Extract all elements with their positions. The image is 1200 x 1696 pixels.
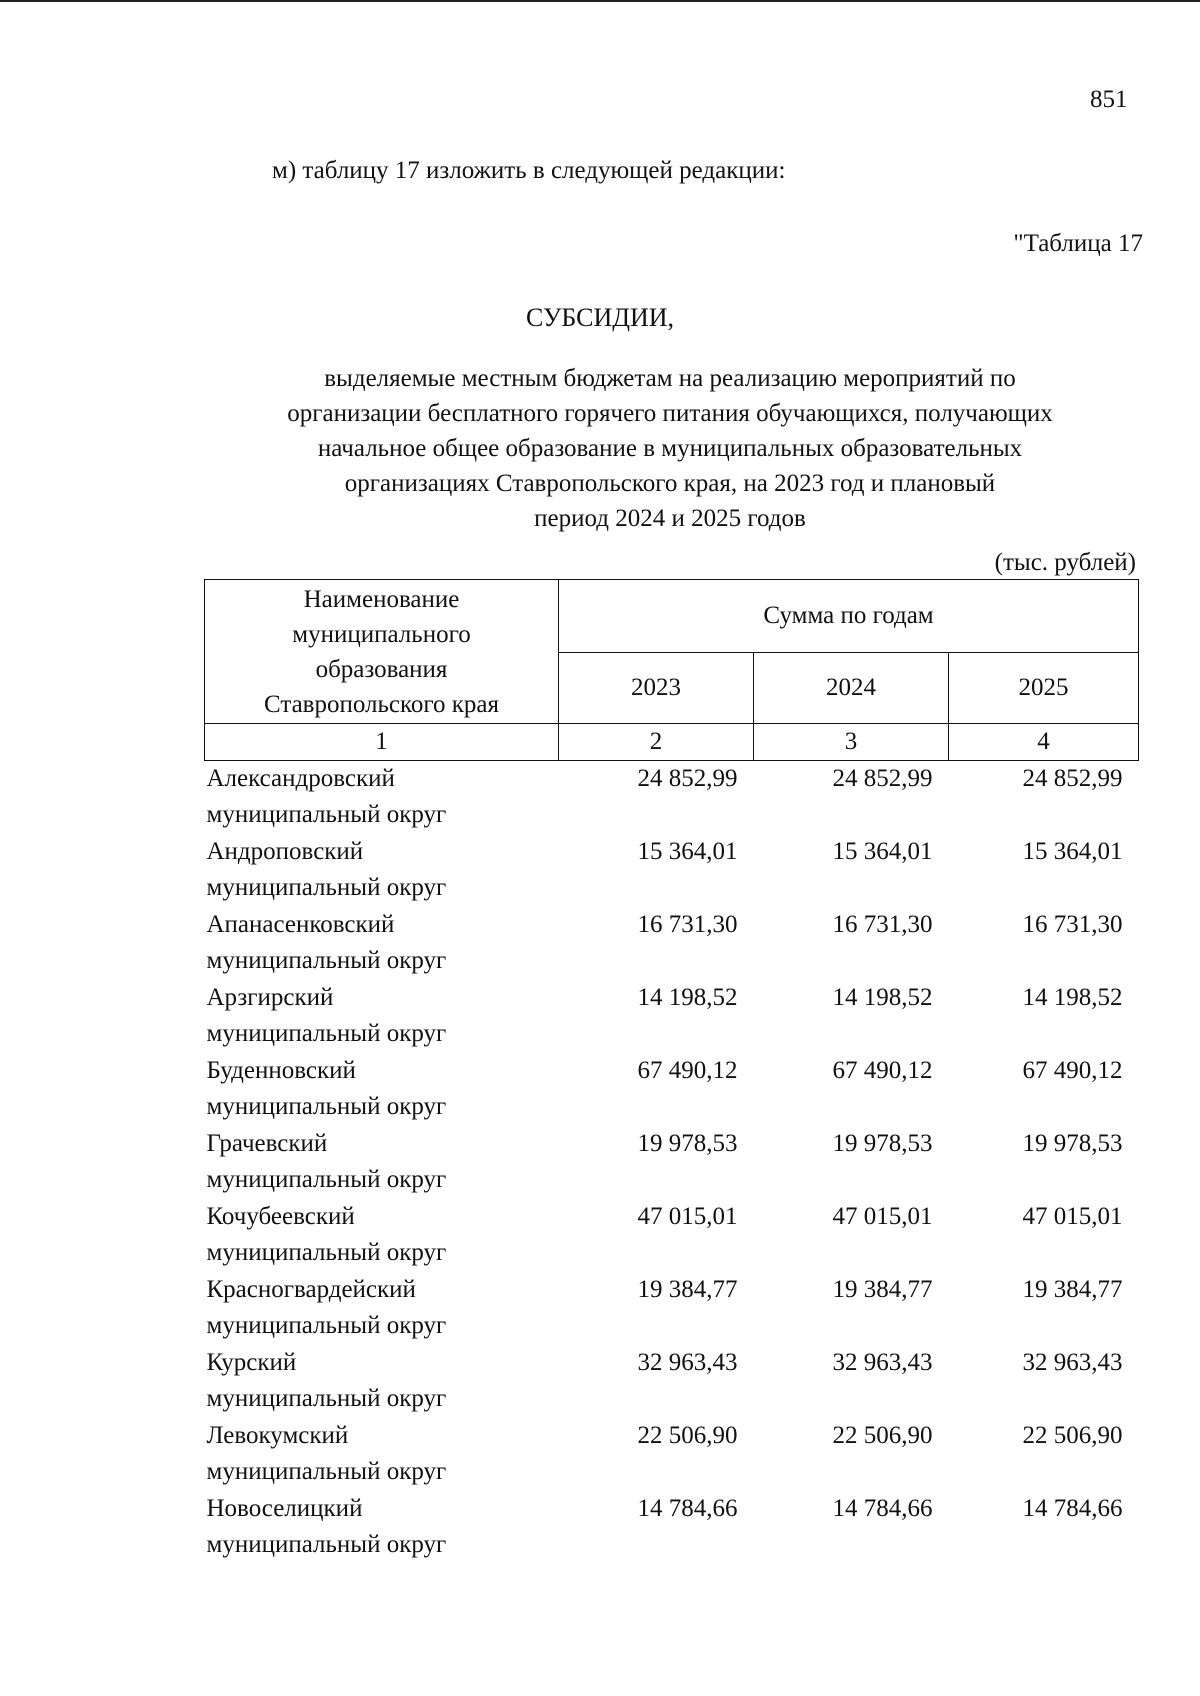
table-row [205, 761, 1139, 835]
value-2025: 32 963,43 [1022, 1349, 1123, 1376]
column-number: 3 [754, 724, 949, 761]
municipality-name [205, 1272, 559, 1345]
value-2024: 47 015,01 [832, 1203, 933, 1230]
municipality-line: муниципальный округ [206, 1531, 447, 1558]
municipality-line: Левокумский [206, 1422, 349, 1449]
value-2025: 67 490,12 [1022, 1057, 1123, 1084]
table-row [205, 1491, 1139, 1564]
subtitle-line: организациях Ставропольского края, на 2023 год и плановый [344, 470, 996, 497]
header-year-2023: 2023 [559, 653, 754, 724]
value-2025: 16 731,30 [1022, 911, 1123, 938]
municipality-name [205, 1491, 559, 1564]
subsidy-table [204, 579, 1139, 1564]
subtitle-line: выделяемые местным бюджетам на реализацию мероприятий по [324, 365, 1016, 392]
value-2025: 19 384,77 [1022, 1276, 1123, 1303]
subtitle-line: организации бесплатного горячего питания обучающихся, получающих [287, 400, 1053, 427]
value-2024: 19 384,77 [832, 1276, 933, 1303]
municipality-line: муниципальный округ [206, 1093, 447, 1120]
municipality-name [205, 761, 559, 835]
municipality-line: муниципальный округ [206, 1020, 447, 1047]
value-2023: 22 506,90 [637, 1422, 738, 1449]
municipality-line: Арзгирский [206, 984, 334, 1011]
header-year-2024: 2024 [754, 653, 949, 724]
header-name-line: Ставропольского края [264, 690, 499, 718]
municipality-name [205, 1199, 559, 1272]
scan-edge-line [0, 0, 1200, 2]
document-title: СУБСИДИИ, [525, 303, 675, 332]
value-2023: 19 978,53 [637, 1130, 738, 1157]
value-2023: 67 490,12 [637, 1057, 738, 1084]
table-row [205, 980, 1139, 1053]
value-2025: 15 364,01 [1022, 838, 1123, 865]
header-name-line: муниципального [292, 620, 471, 648]
amendment-line: м) таблицу 17 изложить в следующей редакции: [272, 157, 786, 184]
header-name-line: Наименование [303, 585, 460, 613]
subtitle-line: начальное общее образование в муниципальных образовательных [317, 435, 1023, 462]
municipality-line: муниципальный округ [206, 801, 447, 828]
municipality-line: Буденновский [206, 1057, 356, 1084]
municipality-line: Красногвардейский [206, 1276, 416, 1303]
value-2023: 47 015,01 [637, 1203, 738, 1230]
subtitle-line: период 2024 и 2025 годов [534, 505, 806, 532]
table-label: "Таблица 17 [1013, 230, 1143, 257]
value-2023: 14 198,52 [637, 984, 738, 1011]
value-2024: 15 364,01 [832, 838, 933, 865]
value-2025: 14 784,66 [1022, 1495, 1123, 1522]
table-row [205, 834, 1139, 907]
header-sum-by-years: Сумма по годам [559, 580, 1139, 653]
value-2025: 47 015,01 [1022, 1203, 1123, 1230]
header-year-2025: 2025 [949, 653, 1139, 724]
municipality-name [205, 1126, 559, 1199]
value-2023: 32 963,43 [637, 1349, 738, 1376]
value-2023: 16 731,30 [637, 911, 738, 938]
column-number: 1 [205, 724, 559, 761]
municipality-line: муниципальный округ [206, 1166, 447, 1193]
header-name-line: образования [315, 655, 448, 683]
municipality-line: муниципальный округ [206, 874, 447, 901]
municipality-name [205, 834, 559, 907]
table-row [205, 1345, 1139, 1418]
header-municipality [205, 580, 559, 724]
value-2024: 24 852,99 [832, 765, 933, 792]
value-2025: 24 852,99 [1022, 765, 1123, 792]
value-2023: 14 784,66 [637, 1495, 738, 1522]
column-number-row [205, 724, 1139, 761]
municipality-line: муниципальный округ [206, 1458, 447, 1485]
municipality-line: муниципальный округ [206, 947, 447, 974]
municipality-line: Курский [206, 1349, 297, 1376]
value-2024: 14 198,52 [832, 984, 933, 1011]
value-2023: 24 852,99 [637, 765, 738, 792]
unit-note: (тыс. рублей) [994, 549, 1136, 576]
value-2023: 15 364,01 [637, 838, 738, 865]
municipality-line: Александровский [206, 765, 395, 792]
municipality-line: муниципальный округ [206, 1385, 447, 1412]
municipality-line: муниципальный округ [206, 1239, 447, 1266]
table-row [205, 1126, 1139, 1199]
value-2024: 16 731,30 [832, 911, 933, 938]
table-row [205, 1199, 1139, 1272]
table-row [205, 1053, 1139, 1126]
value-2025: 14 198,52 [1022, 984, 1123, 1011]
column-number: 4 [949, 724, 1139, 761]
municipality-line: Андроповский [206, 838, 364, 865]
municipality-name [205, 1345, 559, 1418]
table-row [205, 907, 1139, 980]
value-2024: 32 963,43 [832, 1349, 933, 1376]
municipality-name [205, 907, 559, 980]
municipality-name [205, 1053, 559, 1126]
municipality-line: Апанасенковский [206, 911, 395, 938]
municipality-line: Грачевский [206, 1130, 328, 1157]
document-subtitle [230, 361, 1110, 536]
value-2023: 19 384,77 [637, 1276, 738, 1303]
municipality-name [205, 1418, 559, 1491]
value-2024: 14 784,66 [832, 1495, 933, 1522]
value-2024: 67 490,12 [832, 1057, 933, 1084]
municipality-line: Кочубеевский [206, 1203, 355, 1230]
municipality-line: муниципальный округ [206, 1312, 447, 1339]
page-number: 851 [1090, 86, 1128, 113]
municipality-name [205, 980, 559, 1053]
value-2024: 22 506,90 [832, 1422, 933, 1449]
table-row [205, 1272, 1139, 1345]
value-2024: 19 978,53 [832, 1130, 933, 1157]
municipality-line: Новоселицкий [206, 1495, 363, 1522]
value-2025: 19 978,53 [1022, 1130, 1123, 1157]
column-number: 2 [559, 724, 754, 761]
value-2025: 22 506,90 [1022, 1422, 1123, 1449]
table-row [205, 1418, 1139, 1491]
